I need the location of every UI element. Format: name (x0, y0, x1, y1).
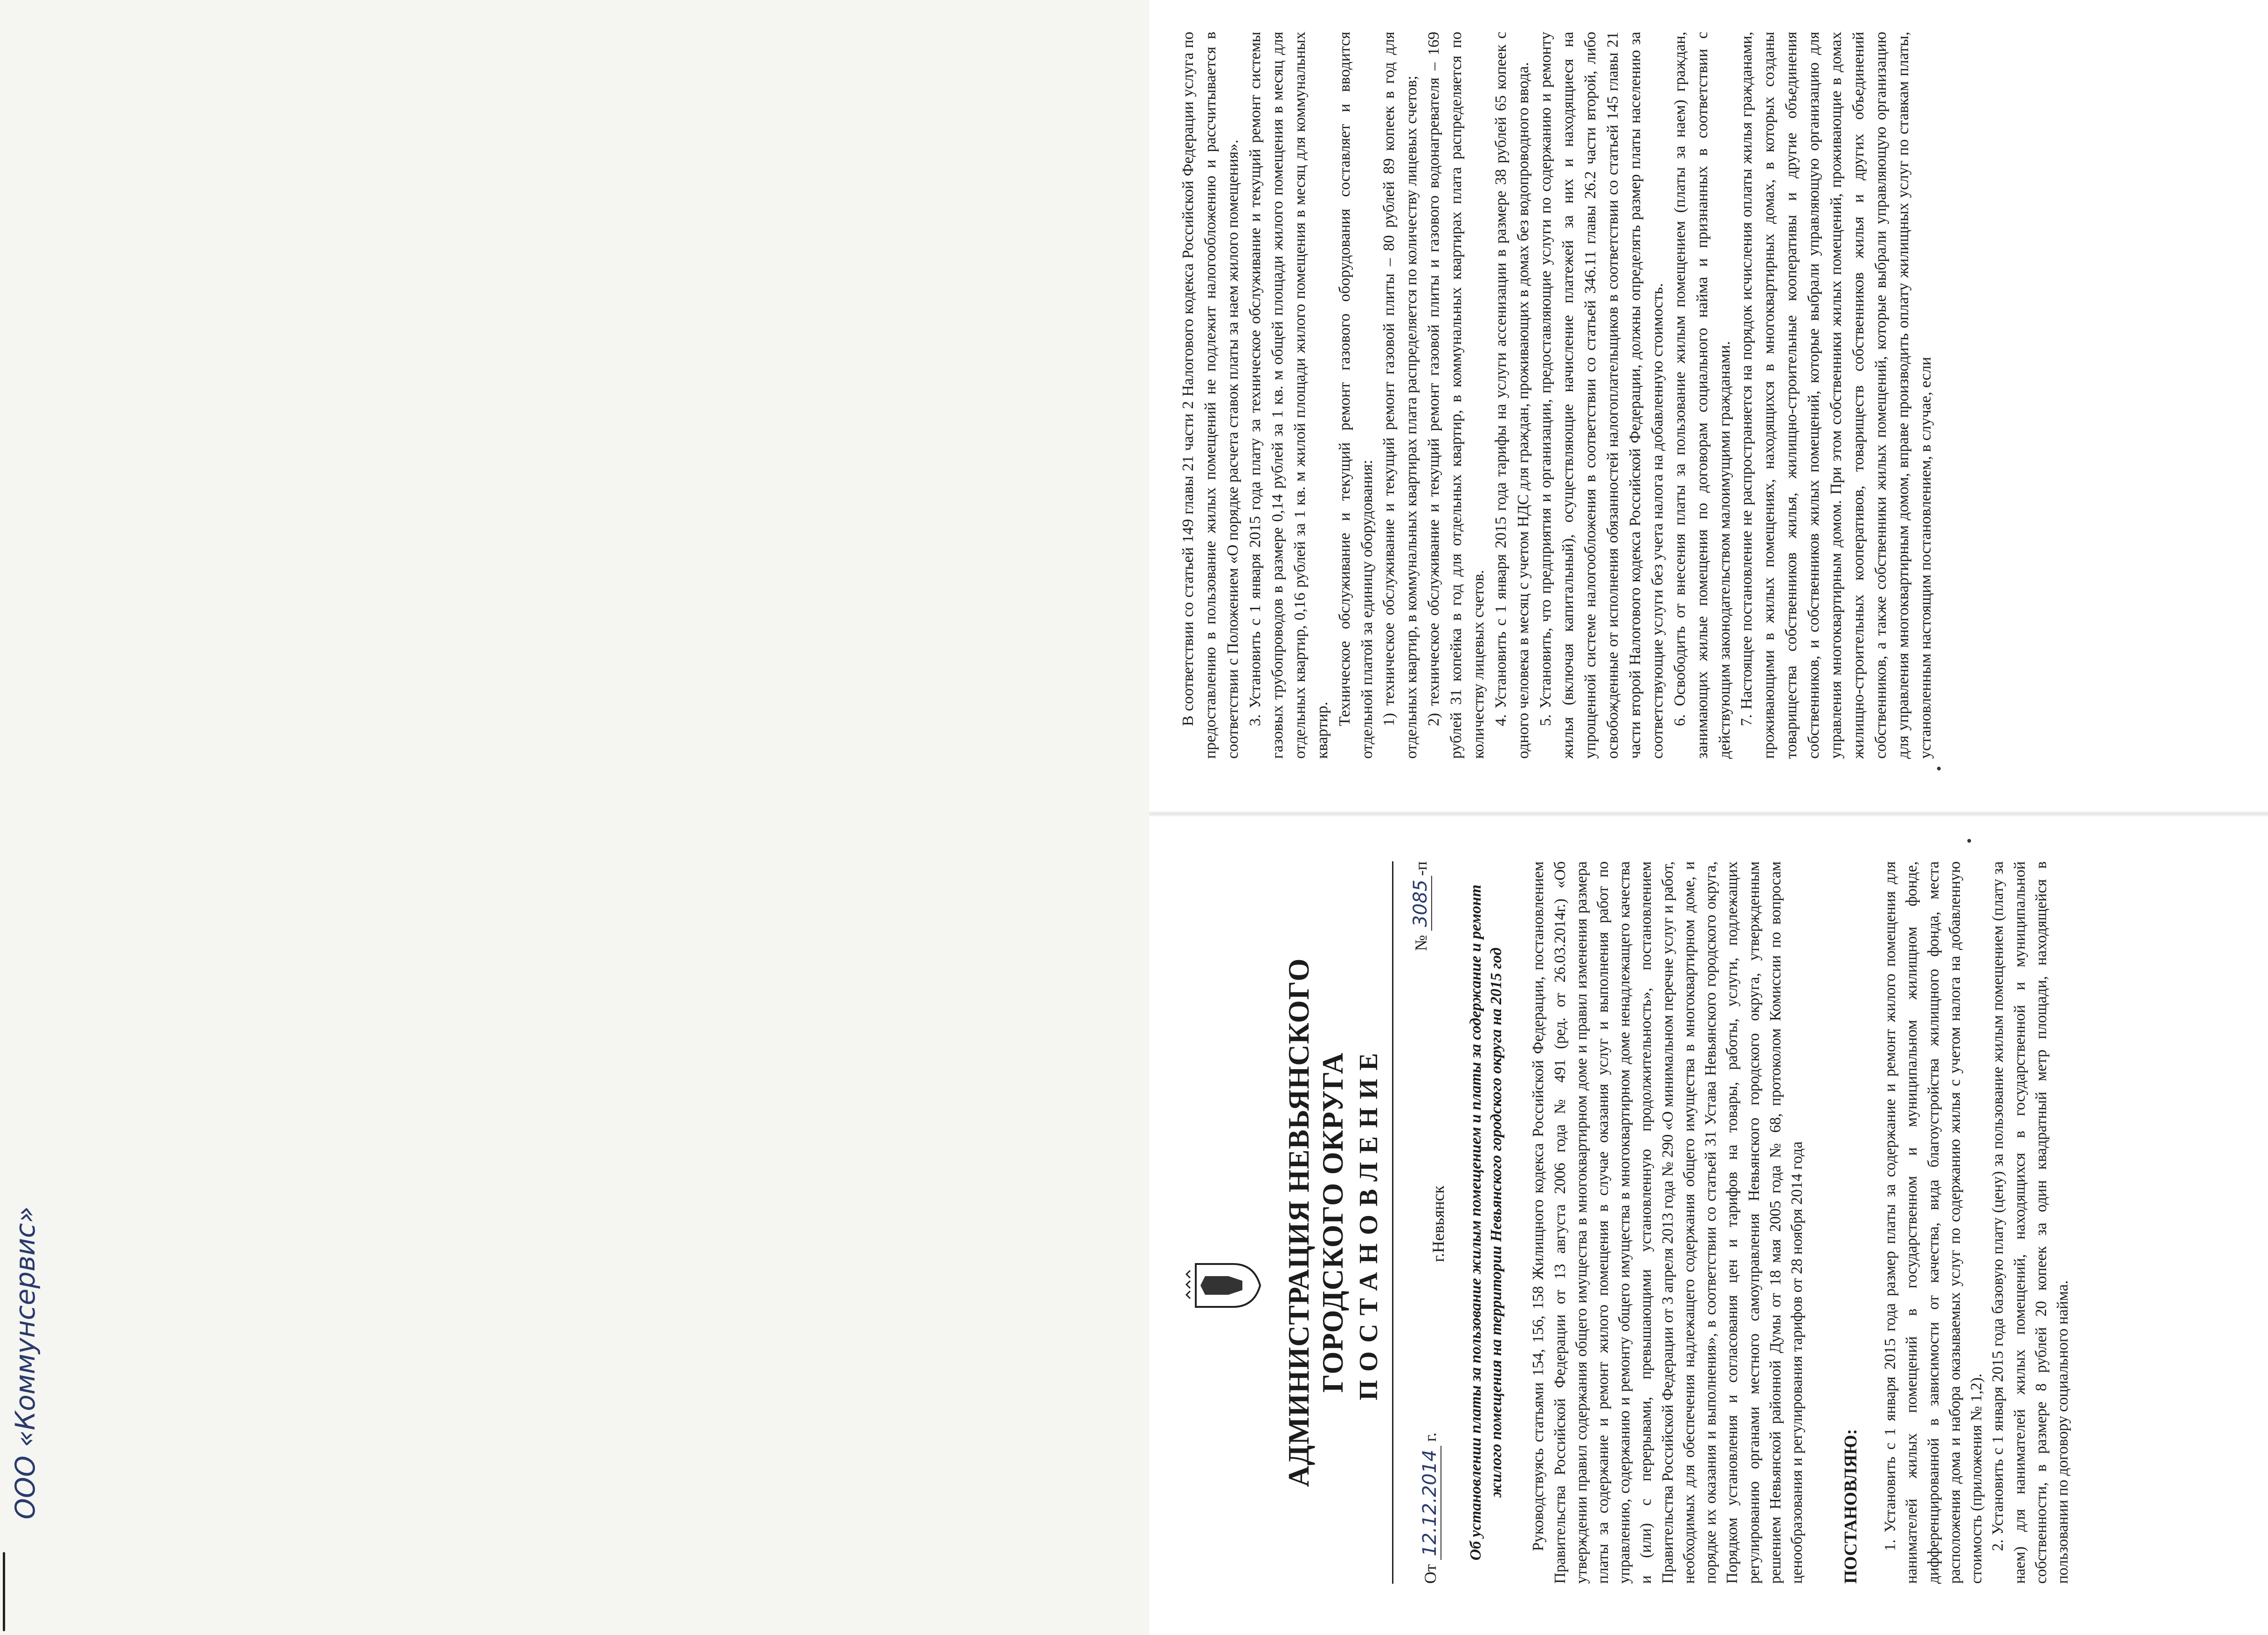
paragraph-gas-heater: 2) техническое обслуживание и текущий ремонт газовой плиты и газового водонагревателя – 169 рублей 31 копейка в год для отдельных квартир, в коммунальных квартирах плата распределяется по количеству лицевых счетов. (1425, 32, 1488, 759)
paragraph-item-7: 7. Настоящее постановление не распространяется на порядок исчисления оплаты жилья гражданами, проживающими в жилых помещениях, находящихся в многоквартирных домах, в которых созданы товарищества собственников жилья, жилищно-строительные кооперативы и другие объединения собственников, и собственников жилых помещений, которые выбрали управляющую организацию для управления многоквартирным домом. При этом собственники жилых помещений, проживающие в домах жилищно-строительных кооперативов, товариществ собственников жилья и других объединений собственников, а также собственники жилых помещений, которые выбрали управляющую организацию для управления многоквартирным домом, вправе производить оплату жилищных услуг по ставкам платы, установленным настоящим постановлением, в случае, если (1738, 32, 1934, 759)
number-block (1410, 861, 1431, 951)
paragraph-gas-equipment: Техническое обслуживание и текущий ремонт газового оборудования составляет и вводится отдельной платой за единицу оборудования: (1336, 32, 1376, 759)
pen-stroke (3, 1552, 5, 1631)
header-rule (1392, 861, 1393, 1584)
left-page (1177, 861, 2074, 1584)
coat-of-arms-icon (1186, 1262, 1261, 1309)
paragraph-item-4: 4. Установить с 1 января 2015 года тарифы на услуги ассенизации в размере 38 рублей 65 копеек с одного человека в месяц с учетом НДС для граждан, проживающих в домах без водопроводного ввода. (1492, 32, 1532, 759)
page-fold (1149, 811, 2268, 817)
scan-speck (1937, 767, 1941, 770)
document-type: ПОСТАНОВЛЕНИЕ (1354, 1044, 1383, 1401)
number-suffix: -п (1412, 861, 1430, 876)
number-value: 3085 (1410, 876, 1432, 931)
document-subject: Об установлении платы за пользование жилым помещением и платы за содержание и ремонт жилого помещения на территории Невьянского городского округа на 2015 год (1467, 884, 1505, 1561)
number-prefix: № (1412, 935, 1430, 951)
date-prefix: От (1421, 1564, 1440, 1584)
left-body (1528, 861, 2074, 1584)
date-block (1419, 1433, 1441, 1584)
scan-speck (1967, 839, 1971, 843)
paragraph-item-6: 6. Освободить от внесения платы за пользование жилым помещением (платы за наем) граждан, занимающих жилые помещения по договорам социального найма и признанных в соответствии с действующим законодательством малоимущими гражданами. (1671, 32, 1733, 759)
handwritten-annotation: ООО «Коммунсервис» (9, 1206, 41, 1519)
date-number-row (1405, 861, 1456, 1584)
city-label: г.Невьянск (1429, 1185, 1448, 1262)
paragraph-item-5: 5. Установить, что предприятия и организации, предоставляющие услуги по содержанию и ремонту жилья (включая капитальный), осуществляющие начисление платежей за них и находящиеся на упрощенной системе налогообложения в соответствии со статьей 346.11 главы 26.2 части второй, либо освобожденные от исполнения обязанностей налогоплательщиков в соответствии со статьей 145 главы 21 части второй Налогового кодекса Российской Федерации, должны определять размер платы населению за соответствующие услуги без учета налога на добавленную стоимость. (1537, 32, 1666, 759)
resolution-heading: ПОСТАНОВЛЯЮ: (1841, 1429, 1861, 1584)
organization-title: АДМИНИСТРАЦИЯ НЕВЬЯНСКОГО ГОРОДСКОГО ОКРУГА (1282, 958, 1349, 1487)
item-1: 1. Установить с 1 января 2015 года размер платы за содержание и ремонт жилого помещения для нанимателей жилых помещений в государственном и муниципальном жилищном фонде, дифференцированной в зависимости от качества, вида благоустройства жилищного фонда, места расположения дома и набора оказываемых услуг по содержанию жилья с учетом налога на добавленную стоимость (приложения № 1,2). (1882, 861, 1985, 1584)
date-value: 12.12.2014 (1419, 1446, 1441, 1560)
rotated-sheet (1149, 0, 2268, 1635)
right-page (1177, 32, 1937, 759)
preamble: Руководствуясь статьями 154, 156, 158 Жилищного кодекса Российской Федерации, постановлением Правительства Российской Федерации от 13 августа 2006 года № 491 (ред. от 26.03.2014г.) «Об утверждении правил содержания общего имущества в многоквартирном доме и правил изменения размера платы за содержание и ремонт жилого помещения в случае оказания услуг и выполнения работ по управлению, содержанию и ремонту общего имущества в многоквартирном доме ненадлежащего качества и (или) с перерывами, превышающими установленную продолжительность», постановлением Правительства Российской Федерации от 3 апреля 2013 года № 290 «О минимальном перечне услуг и работ, необходимых для обеспечения надлежащего содержания общего имущества в многоквартирном доме, и порядке их оказания и выполнения», в соответствии со статьей 31 Устава Невьянского городского округа, Порядком установления и согласования цен и тарифов на товары, работы, услуги, подлежащих регулированию органами местного самоуправления Невьянского городского округа, утвержденным решением Невьянской районной Думы от 18 мая 2005 года № 68, протоколом Комиссии по вопросам ценообразования и регулирования тарифов от 28 ноября 2014 года (1530, 861, 1806, 1584)
paragraph-tax: В соответствии со статьей 149 главы 21 части 2 Налогового кодекса Российской Федерации услуга по предоставлению в пользование жилых помещений не подлежит налогообложению и рассчитывается в соответствии с Положением «О порядке расчета ставок платы за наем жилого помещения». (1179, 32, 1241, 759)
paragraph-gas-stove: 1) техническое обслуживание и текущий ремонт газовой плиты – 80 рублей 89 копеек в год для отдельных квартир, в коммунальных квартирах плата распределяется по количеству лицевых счетов; (1380, 32, 1420, 759)
paragraph-item-3: 3. Установить с 1 января 2015 года плату за техническое обслуживание и текущий ремонт системы газовых трубопроводов в размере 0,14 рублей за 1 кв. м общей площади жилого помещения в месяц для отдельных квартир, 0,16 рублей за 1 кв. м жилой площади жилого помещения в месяц для коммунальных квартир. (1246, 32, 1331, 759)
date-suffix: г. (1421, 1432, 1440, 1442)
item-2: 2. Установить с 1 января 2015 года базовую плату (цену) за пользование жилым помещением (плату за наем) для нанимателей жилых помещений, находящихся в государственной и муниципальной собственности, в размере 8 рублей 20 копеек за один квадратный метр площади, находящейся в пользовании по договору социального найма. (1989, 861, 2071, 1584)
